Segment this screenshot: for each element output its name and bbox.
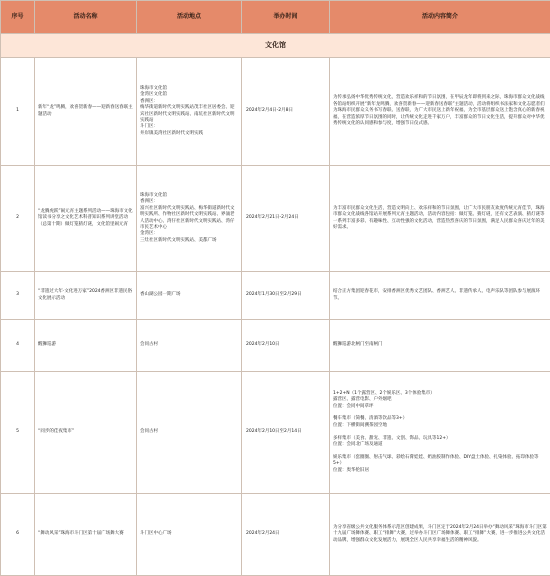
activity-time: 2024年2月21日-2月24日 <box>242 166 330 272</box>
venue-line: 香洲区： <box>140 99 238 105</box>
venue-line: 三灶社区新时代文明实践站、美都广场 <box>140 238 238 244</box>
activity-time: 2024年2月24日 <box>242 494 330 576</box>
venue-line: 富兴社区新时代文明实践站、梅华街道新时代文明实践所、作物社区新时代文明实践站、界涌老人活动中心、湾仔社区新时代文明实践站、湾仔市民艺术中心 <box>140 206 238 232</box>
venue-line: 珠海市文化馆 <box>140 86 238 92</box>
venue-line: 斗门区： <box>140 124 238 130</box>
header-desc: 活动内容简介 <box>330 1 550 34</box>
section-title: 文化馆 <box>1 34 550 58</box>
activity-description <box>330 372 550 494</box>
activity-venue: 会同古村 <box>137 372 242 494</box>
activity-name: 醒狮巡游 <box>35 320 137 372</box>
description-line: 娱乐集市（套圈圈、射击气球、彩绘石膏娃娃、奶油胶制作体验、DIY盘土体验、扎染体验、拓印体验等5+） <box>333 455 547 468</box>
venue-line: 金湾区： <box>140 231 238 237</box>
header-no: 序号 <box>1 1 35 34</box>
description-line: 露营区、露营电影、户外烟吧 <box>333 397 547 403</box>
venue-line: 香洲区： <box>140 199 238 205</box>
description-line: 餐车集市（简餐、清酒等饮品等3+） <box>333 416 547 422</box>
row-number: 5 <box>1 372 35 494</box>
row-number: 4 <box>1 320 35 372</box>
venue-line: 金湾区文化馆 <box>140 92 238 98</box>
description-line: 位置：下横街间溯茶园空地 <box>333 423 547 429</box>
activity-venue <box>137 58 242 166</box>
description-line: 位置：会同北广场及通道 <box>333 442 547 448</box>
table-row <box>1 58 550 166</box>
header-venue: 活动地点 <box>137 1 242 34</box>
venue-line: 梅华街道新时代文明实践站茂丰社区居委会、迎宾社区新时代文明实践站、南坑社区新时代文明实践站 <box>140 105 238 124</box>
activity-time: 2024年2月4日-2月8日 <box>242 58 330 166</box>
activity-time: 2024年1月30日至2月29日 <box>242 272 330 320</box>
activity-description: 为分享省级公共文化服务体系示范区创建成果，斗门区定于2024年2月24日举办“舞动风采”珠海市斗门区第十九届广场舞体赛、职工“排舞”大赛，过举办斗门区广场舞体赛、职工“排舞”大赛，进一步推进公共文化活动品牌，增强群众文化发展活力，展现全区人民共享幸福生活的精神风貌。 <box>330 494 550 576</box>
venue-line: 珠海市文化馆 <box>140 193 238 199</box>
venue-line: 井岸镇美湾社区新时代文明实践 <box>140 131 238 137</box>
activity-time: 2024年2月10日至2月14日 <box>242 372 330 494</box>
row-number: 2 <box>1 166 35 272</box>
activity-venue <box>137 166 242 272</box>
description-line: 位置：会同中间草坪 <box>333 404 547 410</box>
activity-venue: 香山湖公园一期广场 <box>137 272 242 320</box>
description-line: 1+2+N（1个露营区、2个娱乐区、3个体验集市） <box>333 391 547 397</box>
table-row <box>1 320 550 372</box>
row-number: 1 <box>1 58 35 166</box>
activity-name: “龙腾虎跃”闹元宵主题系列活动——珠海市文化馆读书分享之文化艺术科普知识系列讲堂活动（总第十期）做灯笼猜灯谜，文化馆里闹元宵 <box>35 166 137 272</box>
activity-name: “舞动风采”珠海市斗门区第十届广场舞大赛 <box>35 494 137 576</box>
header-row <box>1 1 550 34</box>
table-row <box>1 372 550 494</box>
header-name: 活动名称 <box>35 1 137 34</box>
row-number: 3 <box>1 272 35 320</box>
activity-description: 结合正方集团迎春花市，安排香洲区优秀文艺团队、香洲艺人、非遗传承人、电声乐队等团队参与展演环节。 <box>330 272 550 320</box>
activity-venue: 会同古村 <box>137 320 242 372</box>
description-line: 多样集市（美食、甜宠、非遗、文创、饰品、玩具等12+） <box>333 436 547 442</box>
activity-time: 2024年2月10日 <box>242 320 330 372</box>
description-line: 位置：奥华伦旧居 <box>333 468 547 474</box>
table-row <box>1 272 550 320</box>
table-row <box>1 494 550 576</box>
activity-name: “同步的佳夜集市” <box>35 372 137 494</box>
activity-description: 为丰富市民群众文化生活，营造文明向上、欢乐祥和的节日氛围，让广大市民朋友欢度传统元宵佳节，珠海市群众文化战线各馆站开展系列元宵主题活动，活动内容包括：做灯笼、猜灯谜，还有文艺表演、猜灯谜等一系列丰富多彩、有趣味性、互动性强的文化活动，营造热烈喜庆的节日氛围，满足人民群众喜庆过年的美好需求。 <box>330 166 550 272</box>
activity-name: 新年“龙”鸣腾，欢喜贺新春——迎新春送春联主题活动 <box>35 58 137 166</box>
activity-description: 为传承弘扬中华优秀传统文化，营造欢乐祥和的节日氛围，在甲辰龙年即将到来之际，珠海市群众文化战线各馆站组织开展“新年龙鸣腾，欢喜贺新春——迎新春送春联”主题活动，活动将组织书法家和文化志愿者们为珠海市民群众义务书写春联、送春联，为广大市民送上新年祝福，为全市基层群众送上饱含真心的新春祝福，在营造浓厚节日氛围的同时，让传统文化走进千家万户，丰富群众的节日文化生活，提升群众对中华优秀传统文化的认同感和参与度，增强节日仪式感。 <box>330 58 550 166</box>
header-time: 举办时间 <box>242 1 330 34</box>
activity-venue: 斗门区中心广场 <box>137 494 242 576</box>
activity-name: “非遗过大年·文化进万家”2024香洲区非遗民俗文化展示活动 <box>35 272 137 320</box>
activity-description: 醒狮巡游北闸门至南闸门 <box>330 320 550 372</box>
section-row <box>1 34 550 58</box>
table-row <box>1 166 550 272</box>
row-number: 6 <box>1 494 35 576</box>
